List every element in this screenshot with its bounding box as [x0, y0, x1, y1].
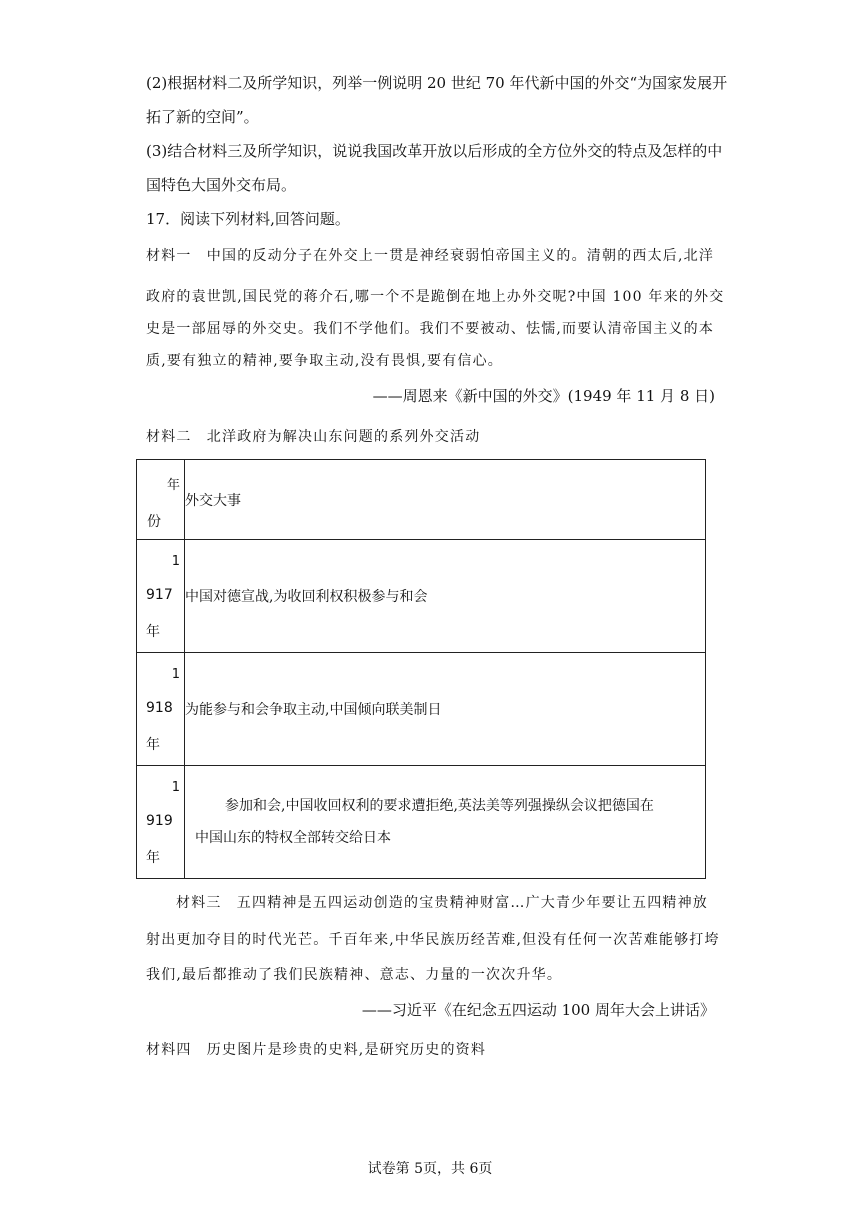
question-2-line-1: (2)根据材料二及所学知识，列举一例说明 20 世纪 70 年代新中国的外交“为国家发展开	[146, 74, 728, 92]
event-text: 为能参与和会争取主动,中国倾向联美制日	[185, 702, 442, 718]
page-footer: 试卷第 5页，共 6页	[367, 1161, 493, 1177]
material-3-source: ——习近平《在纪念五四运动 100 周年大会上讲话》	[361, 1001, 715, 1019]
year-cell	[137, 540, 185, 653]
year-header-cell	[137, 460, 185, 540]
material-3-line-1: 材料三 五四精神是五四运动创造的宝贵精神财富…广大青少年要让五四精神放	[176, 895, 708, 911]
year-header-bottom: 份	[147, 514, 161, 530]
event-text-line-2: 中国山东的特权全部转交给日本	[195, 830, 391, 846]
table-row	[137, 766, 706, 879]
table-header-row	[137, 460, 706, 540]
question-17-heading: 17．阅读下列材料,回答问题。	[146, 210, 350, 228]
material-1-line-1: 材料一 中国的反动分子在外交上一贯是神经衰弱怕帝国主义的。清朝的西太后,北洋	[146, 248, 715, 264]
material-1-source: ——周恩来《新中国的外交》(1949 年 11 月 8 日)	[372, 387, 715, 405]
diplomacy-events-table	[136, 459, 706, 879]
event-text: 中国对德宣战,为收回利权积极参与和会	[185, 589, 428, 605]
question-3-line-2: 国特色大国外交布局。	[146, 176, 297, 194]
question-2-line-2: 拓了新的空间”。	[146, 108, 259, 126]
material-2-title: 材料二 北洋政府为解决山东问题的系列外交活动	[146, 429, 481, 445]
material-3-line-2: 射出更加夺目的时代光芒。千百年来,中华民族历经苦难,但没有任何一次苦难能够打垮	[146, 932, 720, 948]
year-digits: 919	[146, 813, 173, 829]
year-cell	[137, 766, 185, 879]
event-cell	[185, 540, 706, 653]
year-digit: 1	[171, 554, 180, 569]
material-4-line-1: 材料四 历史图片是珍贵的史料,是研究历史的资料	[146, 1042, 487, 1058]
year-suffix: 年	[146, 737, 160, 753]
event-header-label: 外交大事	[185, 492, 241, 509]
material-3-line-3: 我们,最后都推动了我们民族精神、意志、力量的一次次升华。	[146, 967, 563, 983]
year-header-top: 年	[166, 478, 180, 493]
event-cell	[185, 766, 706, 879]
table-row	[137, 653, 706, 766]
year-suffix: 年	[146, 850, 160, 866]
event-text-line-1: 参加和会,中国收回权利的要求遭拒绝,英法美等列强操纵会议把德国在	[225, 798, 654, 814]
table-row	[137, 540, 706, 653]
year-cell	[137, 653, 185, 766]
material-1-line-4: 质,要有独立的精神,要争取主动,没有畏惧,要有信心。	[146, 353, 503, 369]
year-suffix: 年	[146, 624, 160, 640]
year-digits: 918	[146, 700, 173, 716]
year-digit: 1	[171, 780, 180, 795]
year-digit: 1	[171, 667, 180, 682]
year-digits: 917	[146, 587, 173, 603]
event-cell	[185, 653, 706, 766]
event-header-cell	[185, 460, 706, 540]
material-1-line-3: 史是一部屈辱的外交史。我们不学他们。我们不要被动、怯懦,而要认清帝国主义的本	[146, 321, 715, 337]
question-3-line-1: (3)结合材料三及所学知识，说说我国改革开放以后形成的全方位外交的特点及怎样的中	[146, 142, 723, 160]
material-1-line-2: 政府的袁世凯,国民党的蒋介石,哪一个不是跪倒在地上办外交呢?中国 100 年来的外交	[146, 289, 725, 305]
